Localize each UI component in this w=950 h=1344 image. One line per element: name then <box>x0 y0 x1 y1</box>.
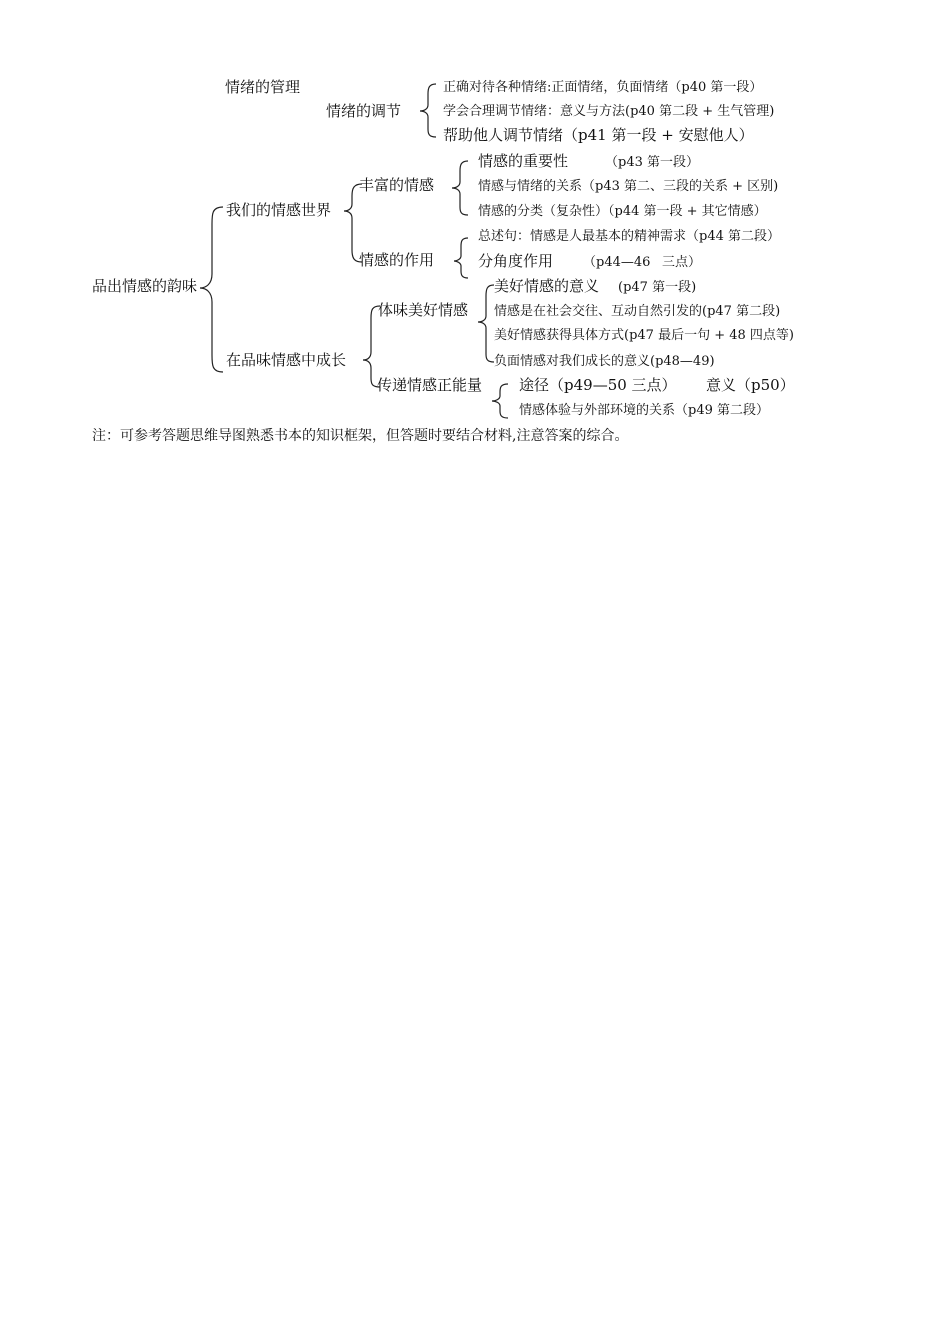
node-emotion-regulation: 情绪的调节 <box>326 102 402 120</box>
beauty-item-negative: 负面情感对我们成长的意义(p48—49) <box>494 354 715 369</box>
role-item-summary: 总述句：情感是人最基本的精神需求（p44 第二段） <box>478 229 780 244</box>
rich-item-relation: 情感与情绪的关系（p43 第二、三段的关系 + 区别) <box>478 179 779 194</box>
root-brace <box>200 207 223 372</box>
beauty-item-social: 情感是在社会交往、互动自然引发的(p47 第二段) <box>494 304 781 319</box>
rich-item-category: 情感的分类（复杂性）（p44 第一段 + 其它情感） <box>478 204 767 219</box>
regulation-item-2: 学会合理调节情绪：意义与方法(p40 第二段 + 生气管理) <box>443 104 775 119</box>
beauty-item-meaning: 美好情感的意义 <box>494 277 600 295</box>
rich-brace <box>452 161 468 215</box>
footnote: 注：可参考答题思维导图熟悉书本的知识框架，但答题时要结合材料,注意答案的综合。 <box>92 428 629 444</box>
positive-brace <box>492 384 508 418</box>
node-emotion-world: 我们的情感世界 <box>226 201 332 219</box>
rich-item-importance: 情感的重要性 <box>478 152 569 170</box>
node-rich-emotion: 丰富的情感 <box>359 176 435 194</box>
node-beautiful-emotion: 体味美好情感 <box>378 301 469 319</box>
regulation-item-1: 正确对待各种情绪:正面情绪，负面情绪（p40 第一段） <box>443 80 763 95</box>
rich-item-importance-ref: （p43 第一段） <box>605 155 699 170</box>
positive-item-ways: 途径（p49—50 三点） <box>519 376 677 394</box>
role-item-angles: 分角度作用 <box>478 252 554 270</box>
beauty-brace <box>478 285 494 362</box>
role-item-pages: （p44—46 <box>583 255 651 270</box>
regulation-item-3: 帮助他人调节情绪（p41 第一段 + 安慰他人） <box>443 126 754 144</box>
beauty-item-methods: 美好情感获得具体方式(p47 最后一句 + 48 四点等) <box>494 328 794 343</box>
role-item-points: 三点） <box>662 255 702 270</box>
positive-item-environment: 情感体验与外部环境的关系（p49 第二段） <box>519 403 769 418</box>
node-positive-energy: 传递情感正能量 <box>377 376 483 394</box>
root-node: 品出情感的韵味 <box>92 277 198 295</box>
role-brace <box>454 238 468 278</box>
node-grow: 在品味情感中成长 <box>226 351 347 369</box>
top-label: 情绪的管理 <box>225 78 301 96</box>
node-emotion-role: 情感的作用 <box>359 251 435 269</box>
beauty-item-meaning-ref: (p47 第一段) <box>618 280 697 295</box>
regulation-brace <box>420 84 436 137</box>
positive-item-meaning: 意义（p50） <box>706 376 795 394</box>
